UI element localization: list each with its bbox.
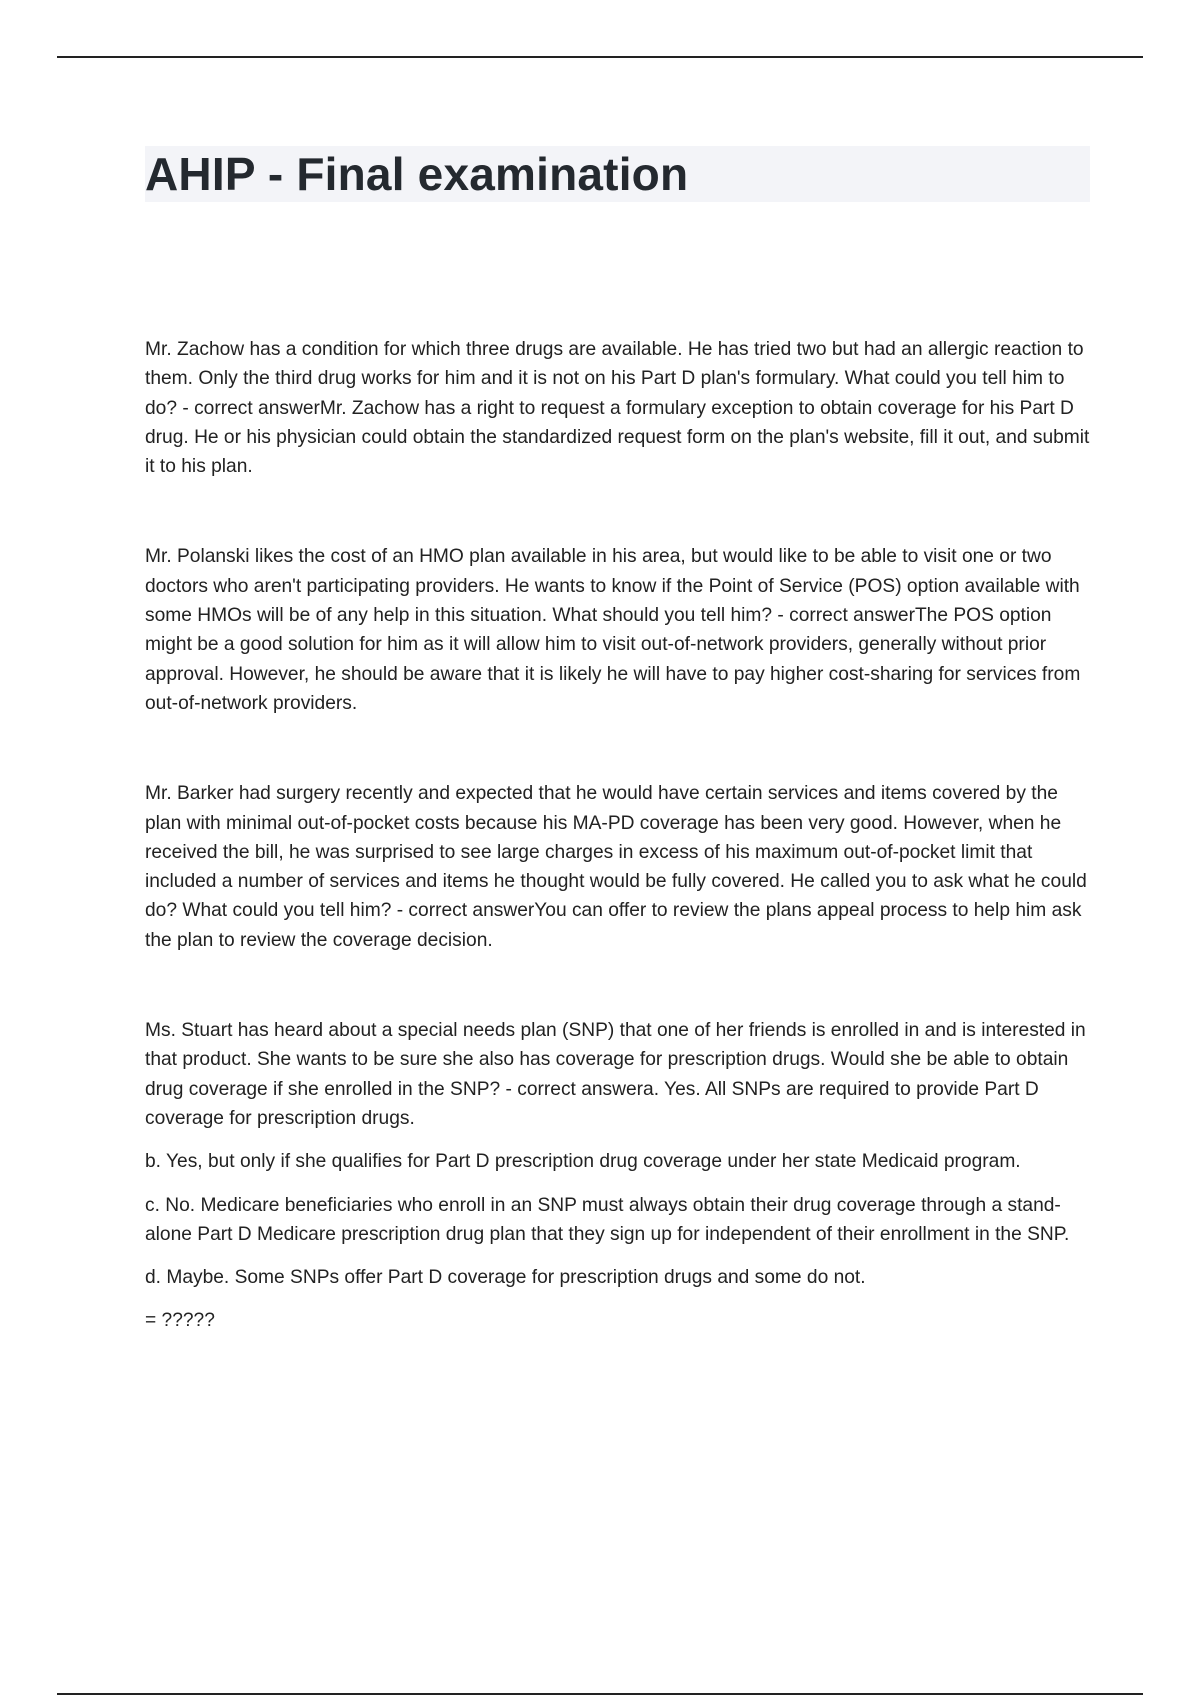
answer-placeholder: = ????? [145, 1310, 215, 1332]
question-block-2 [145, 542, 1090, 718]
answer-option-b: b. Yes, but only if she qualifies for Part D prescription drug coverage under her state Medicaid program. [145, 1151, 1021, 1173]
question-text: Mr. Polanski likes the cost of an HMO plan available in his area, but would like to be able to visit one or two doctors who aren't participating providers. He wants to know if the Point of Service (POS) option available with some HMOs will be of any help in this situation. What should you tell him? - correct answerThe POS option might be a good solution for him as it will allow him to visit out-of-network providers, generally without prior approval. However, he should be aware that it is likely he will have to pay higher cost-sharing for services from out-of-network providers. [145, 546, 1081, 714]
answer-option-c: c. No. Medicare beneficiaries who enroll in an SNP must always obtain their drug coverage through a stand-alone Part D Medicare prescription drug plan that they sign up for independent of their enrollment in the SNP. [145, 1194, 1070, 1245]
answer-option-d: d. Maybe. Some SNPs offer Part D coverage for prescription drugs and some do not. [145, 1267, 866, 1289]
question-block-1 [145, 335, 1090, 481]
top-rule [57, 56, 1143, 58]
bottom-rule [57, 1693, 1143, 1695]
question-block-4 [145, 1016, 1090, 1336]
question-block-3 [145, 779, 1090, 955]
document-body [145, 335, 1090, 1397]
question-text: Mr. Zachow has a condition for which three drugs are available. He has tried two but had an allergic reaction to them. Only the third drug works for him and it is not on his Part D plan's formulary. What could you tell him to do? - correct answerMr. Zachow has a right to request a formulary exception to obtain coverage for his Part D drug. He or his physician could obtain the standardized request form on the plan's website, fill it out, and submit it to his plan. [145, 339, 1090, 478]
question-text: Mr. Barker had surgery recently and expected that he would have certain services and items covered by the plan with minimal out-of-pocket costs because his MA-PD coverage has been very good. However, when he received the bill, he was surprised to see large charges in excess of his maximum out-of-pocket limit that included a number of services and items he thought would be fully covered. He called you to ask what he could do? What could you tell him? - correct answerYou can offer to review the plans appeal process to help him ask the plan to review the coverage decision. [145, 783, 1087, 951]
question-text: Ms. Stuart has heard about a special needs plan (SNP) that one of her friends is enrolled in and is interested in that product. She wants to be sure she also has coverage for prescription drugs. Would she be able to obtain drug coverage if she enrolled in the SNP? - correct answera. Yes. All SNPs are required to provide Part D coverage for prescription drugs. [145, 1020, 1086, 1129]
page-title: AHIP - Final examination [145, 148, 689, 200]
